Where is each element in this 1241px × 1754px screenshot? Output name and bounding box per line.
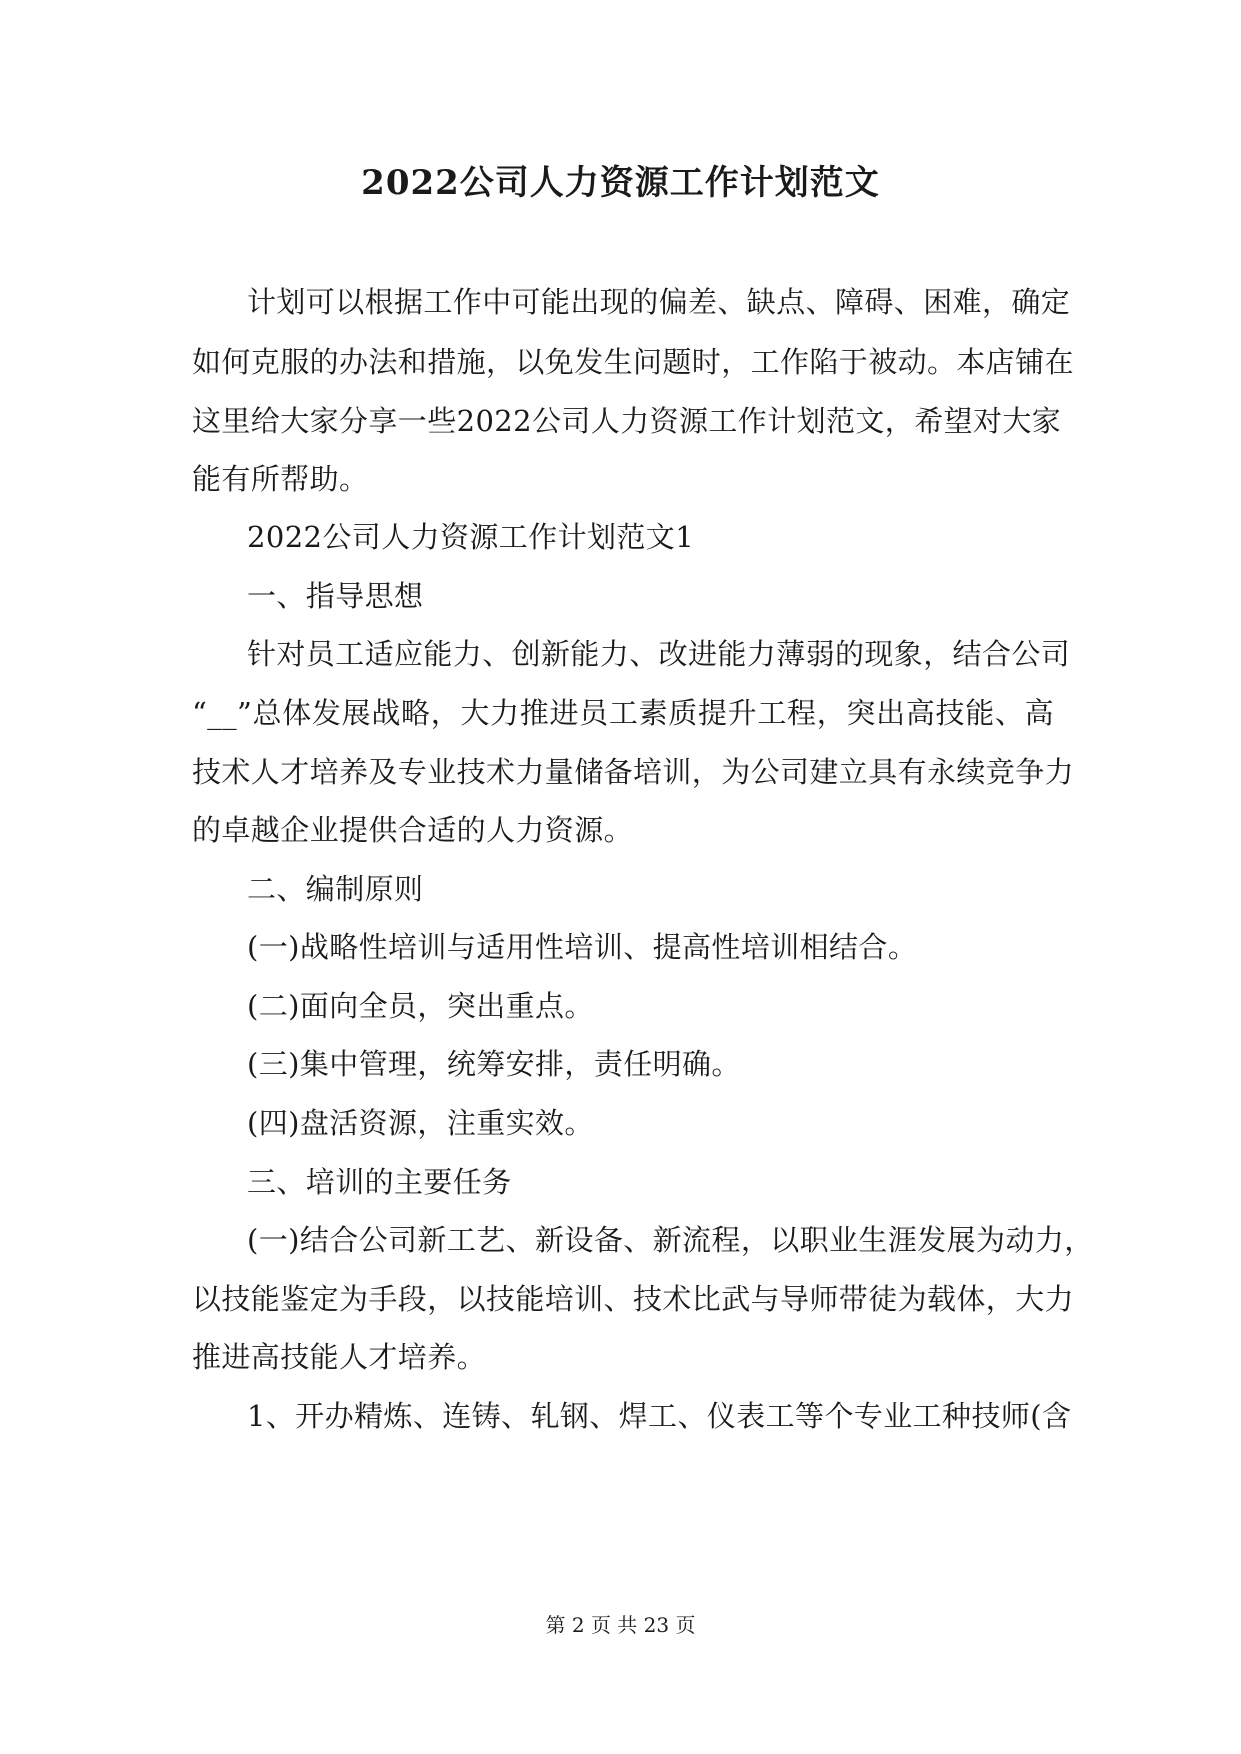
paragraph-line: 能有所帮助。 bbox=[192, 462, 369, 496]
page-footer: 第 2 页 共 23 页 bbox=[545, 1613, 696, 1637]
list-item: (二)面向全员，突出重点。 bbox=[247, 989, 594, 1023]
paragraph-line: “__”总体发展战略，大力推进员工素质提升工程，突出高技能、高 bbox=[192, 696, 1054, 730]
paragraph-line: 这里给大家分享一些2022公司人力资源工作计划范文，希望对大家 bbox=[192, 404, 1062, 438]
paragraph-line: 计划可以根据工作中可能出现的偏差、缺点、障碍、困难，确定 bbox=[247, 285, 1071, 319]
paragraph-line: 的卓越企业提供合适的人力资源。 bbox=[192, 813, 634, 847]
document-title: 2022公司人力资源工作计划范文 bbox=[361, 163, 880, 203]
paragraph-line: 如何克服的办法和措施，以免发生问题时，工作陷于被动。本店铺在 bbox=[192, 345, 1075, 379]
paragraph-line: 以技能鉴定为手段，以技能培训、技术比武与导师带徒为载体，大力 bbox=[192, 1282, 1075, 1316]
section-heading: 一、指导思想 bbox=[247, 579, 424, 613]
section-heading: 2022公司人力资源工作计划范文1 bbox=[247, 520, 695, 554]
paragraph-line: 针对员工适应能力、创新能力、改进能力薄弱的现象，结合公司 bbox=[247, 637, 1071, 671]
paragraph-line: 1、开办精炼、连铸、轧钢、焊工、仪表工等个专业工种技师(含 bbox=[247, 1399, 1072, 1433]
list-item: (四)盘活资源，注重实效。 bbox=[247, 1106, 594, 1140]
paragraph-line: (一)结合公司新工艺、新设备、新流程，以职业生涯发展为动力， bbox=[247, 1223, 1094, 1257]
list-item: (一)战略性培训与适用性培训、提高性培训相结合。 bbox=[247, 930, 918, 964]
section-heading: 三、培训的主要任务 bbox=[247, 1165, 512, 1199]
paragraph-line: 技术人才培养及专业技术力量储备培训，为公司建立具有永续竞争力 bbox=[192, 755, 1075, 789]
paragraph-line: 推进高技能人才培养。 bbox=[192, 1340, 487, 1374]
list-item: (三)集中管理，统筹安排，责任明确。 bbox=[247, 1047, 741, 1081]
section-heading: 二、编制原则 bbox=[247, 872, 424, 906]
